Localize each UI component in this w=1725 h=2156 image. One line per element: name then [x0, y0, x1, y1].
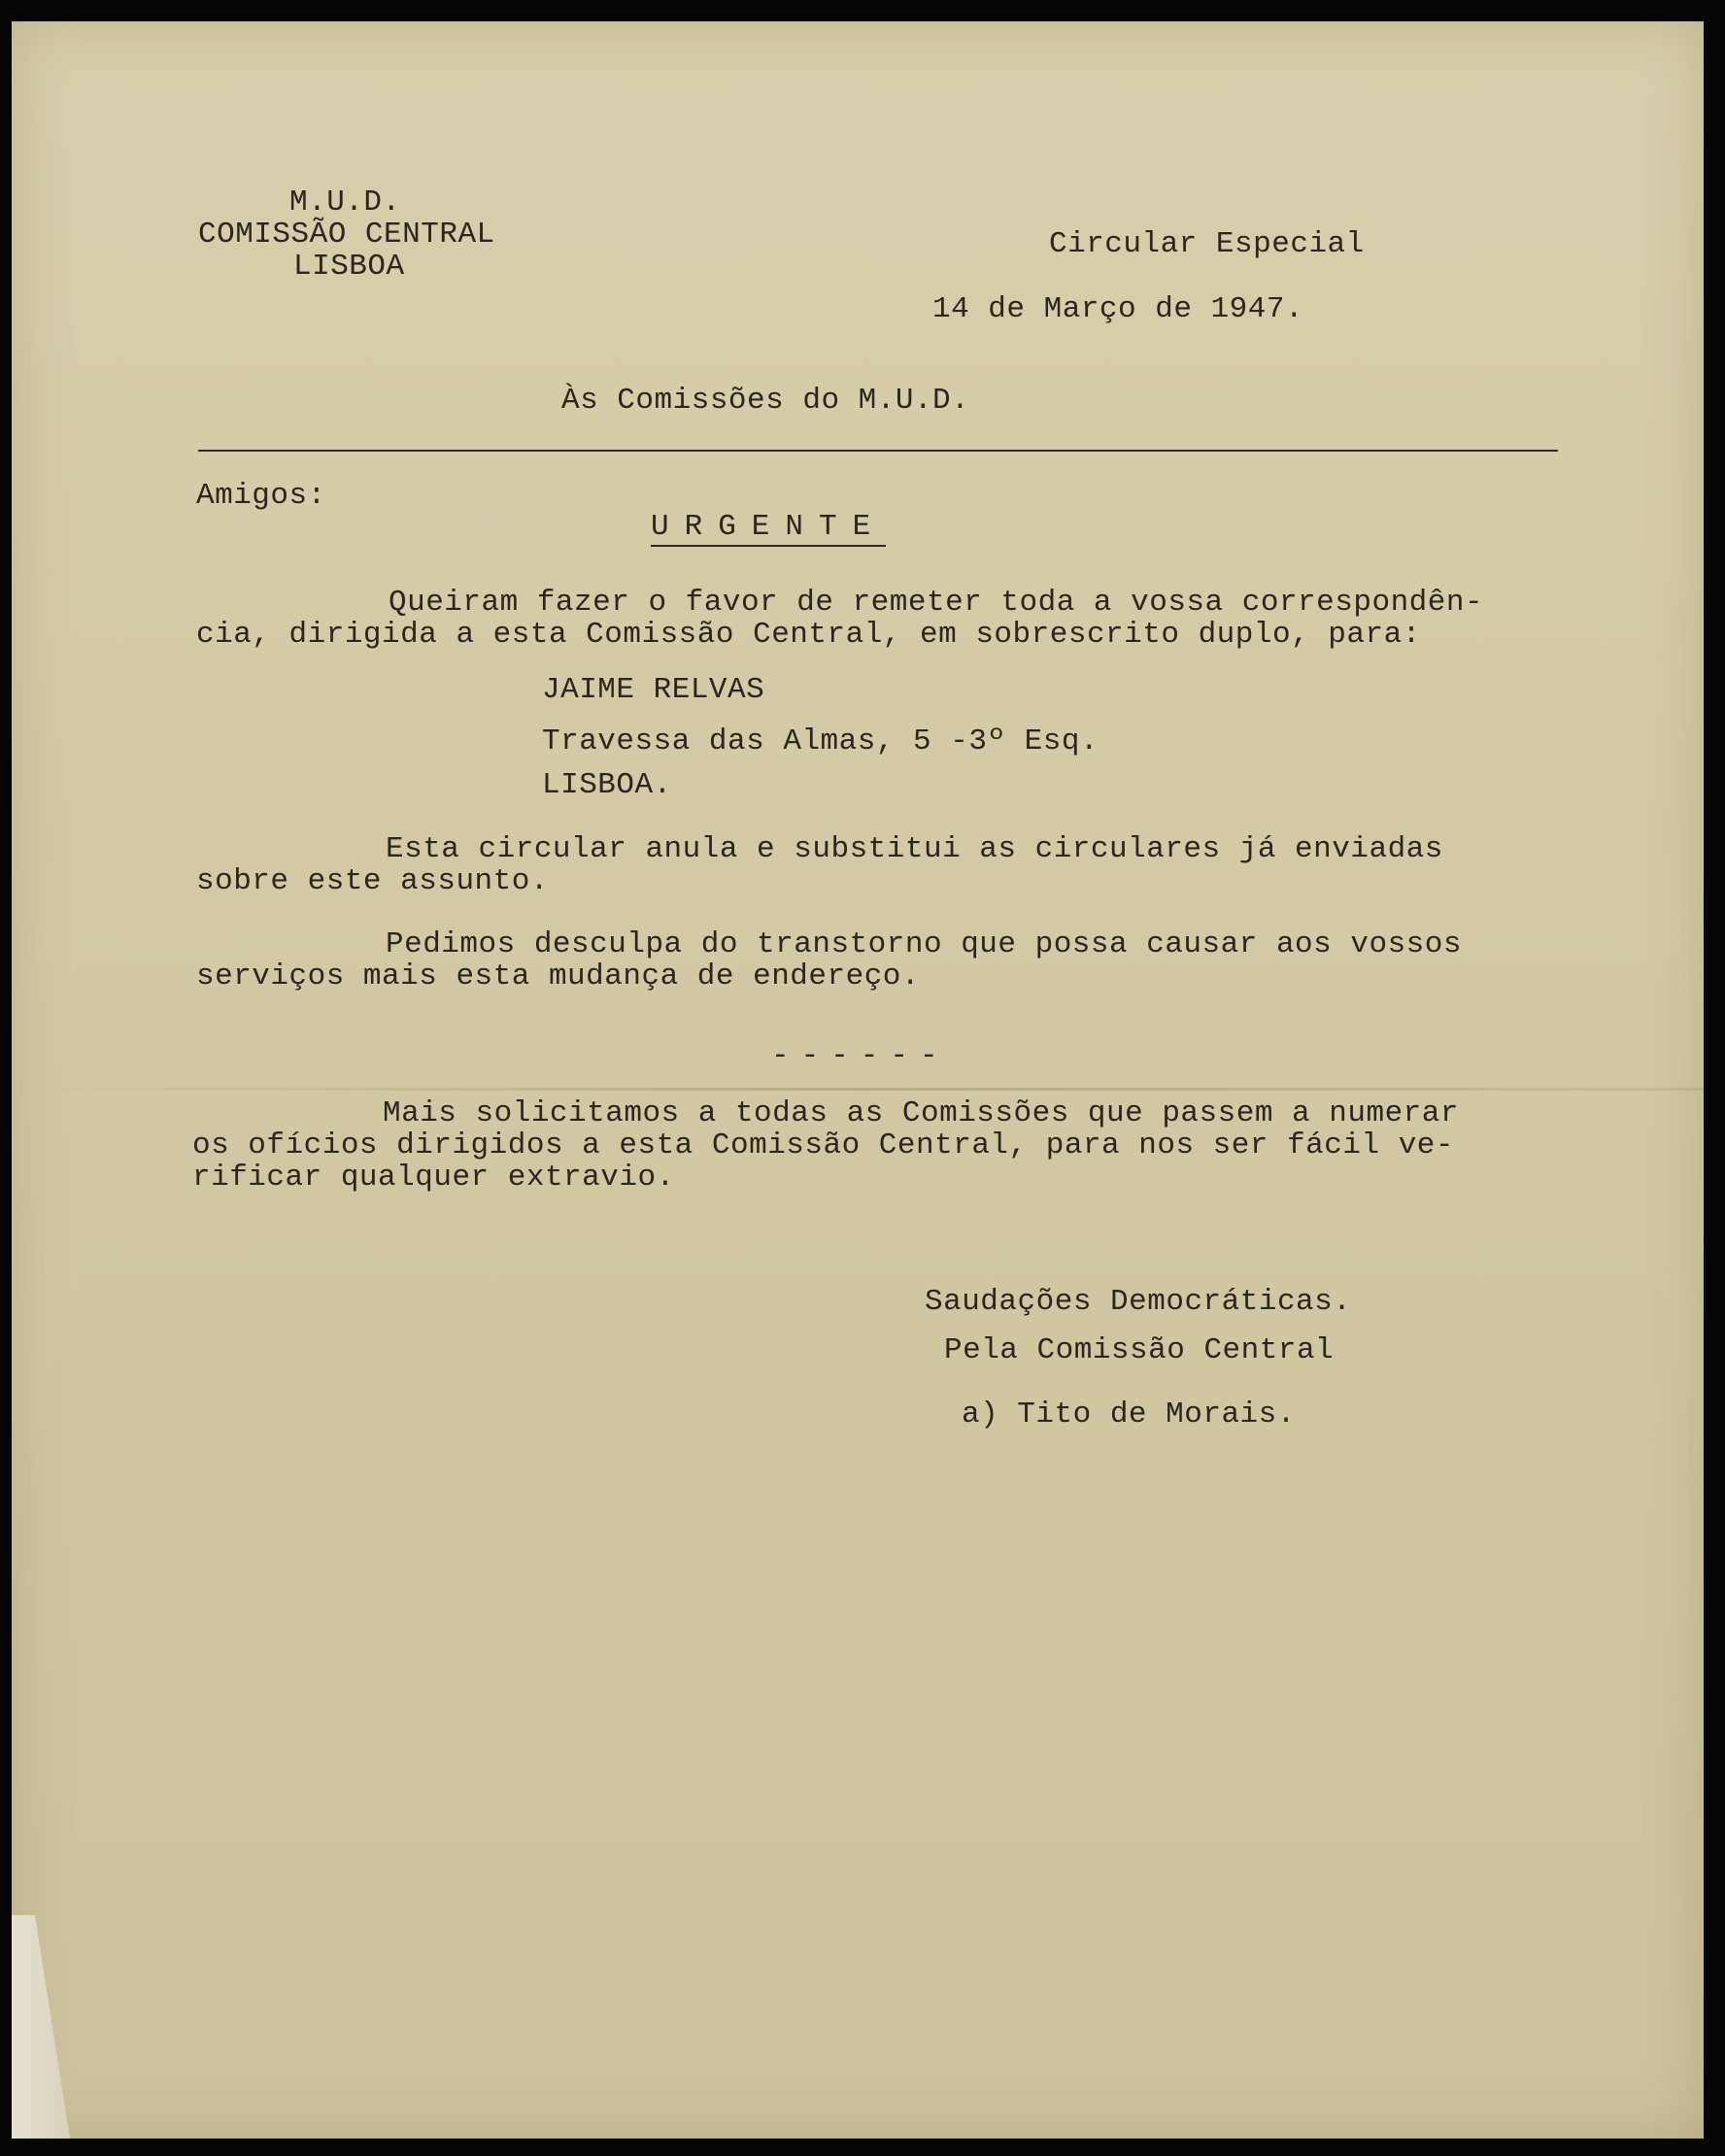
closing-greeting: Saudações Democráticas.: [925, 1285, 1352, 1319]
paragraph-4-line-2: os ofícios dirigidos a esta Comissão Central, para nos ser fácil ve-: [192, 1129, 1455, 1162]
paragraph-1-line-2: cia, dirigida a esta Comissão Central, em sobrescrito duplo, para:: [196, 618, 1421, 652]
paragraph-2-line-1: Esta circular anula e substitui as circulares já enviadas: [386, 832, 1443, 866]
org-committee: COMISSÃO CENTRAL: [198, 218, 495, 252]
recipients-line: Às Comissões do M.U.D.: [561, 384, 970, 418]
address-street: Travessa das Almas, 5 -3º Esq.: [542, 724, 1099, 758]
salutation: Amigos:: [196, 479, 326, 513]
urgent-heading: URGENTE: [651, 511, 886, 547]
paragraph-4-line-1: Mais solicitamos a todas as Comissões que passem a numerar: [383, 1096, 1459, 1130]
paragraph-3-line-2: serviços mais esta mudança de endereço.: [196, 960, 921, 994]
circular-type: Circular Especial: [1049, 227, 1365, 261]
paper-fold-line: [12, 1088, 1704, 1091]
paragraph-3-line-1: Pedimos desculpa do transtorno que possa causar aos vossos: [386, 927, 1462, 961]
section-separator: ------: [771, 1039, 950, 1073]
org-city: LISBOA: [293, 250, 405, 284]
paragraph-1-line-1: Queiram fazer o favor de remeter toda a vossa correspondên-: [389, 586, 1484, 620]
paragraph-2-line-2: sobre este assunto.: [196, 864, 549, 898]
document-page: [12, 21, 1704, 2139]
document-date: 14 de Março de 1947.: [932, 292, 1304, 326]
header-rule: [198, 450, 1558, 452]
address-city: LISBOA.: [542, 768, 672, 802]
org-acronym: M.U.D.: [289, 185, 401, 219]
signature-line: a) Tito de Morais.: [962, 1398, 1296, 1432]
paragraph-4-line-3: rificar qualquer extravio.: [192, 1161, 675, 1195]
closing-on-behalf: Pela Comissão Central: [944, 1333, 1335, 1367]
address-name: JAIME RELVAS: [542, 673, 765, 707]
torn-corner: [12, 1915, 70, 2139]
